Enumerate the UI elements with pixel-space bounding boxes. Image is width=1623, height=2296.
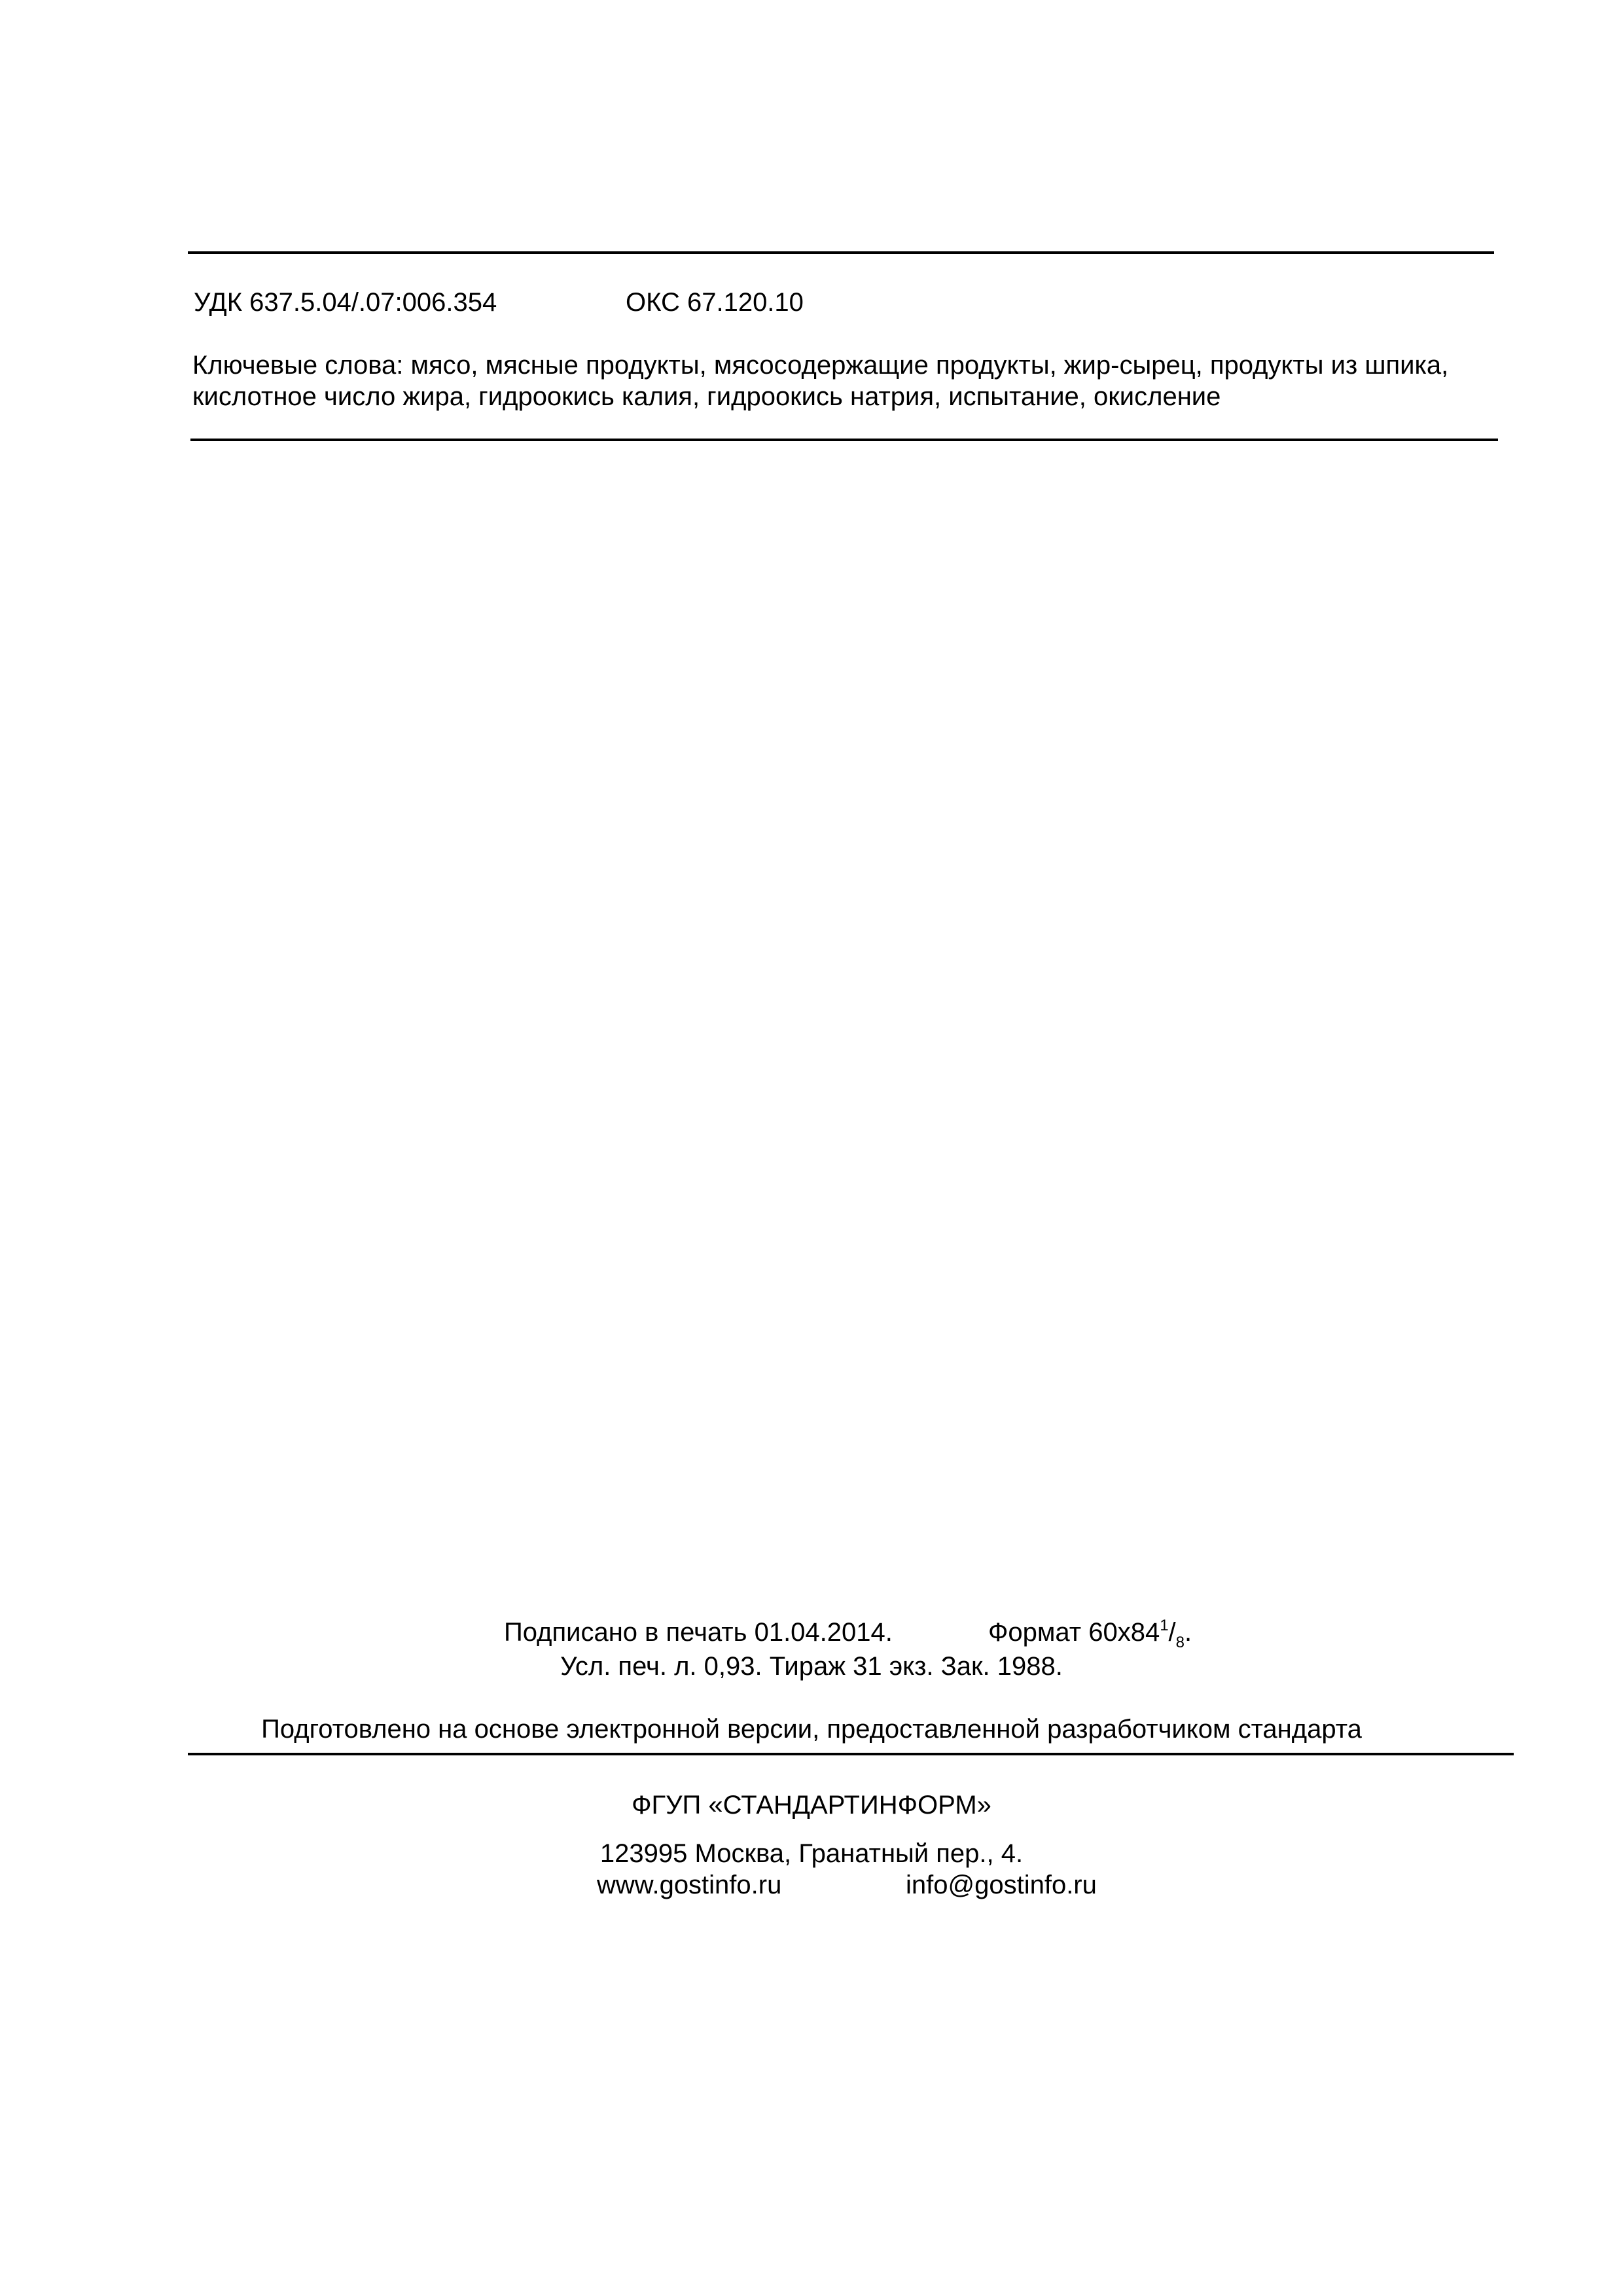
top-rule: [188, 251, 1494, 254]
udk-code: УДК 637.5.04/.07:006.354: [194, 288, 497, 317]
publisher-rule: [188, 1753, 1514, 1755]
publisher-website: www.gostinfo.ru: [597, 1871, 782, 1899]
format-denominator: 8: [1175, 1634, 1185, 1651]
print-details: Усл. печ. л. 0,93. Тираж 31 экз. Зак. 1988.: [560, 1652, 1063, 1681]
publisher-email: info@gostinfo.ru: [906, 1871, 1097, 1899]
publisher-name: ФГУП «СТАНДАРТИНФОРМ»: [632, 1791, 991, 1820]
publisher-address: 123995 Москва, Гранатный пер., 4.: [599, 1839, 1024, 1868]
format-end: .: [1185, 1618, 1192, 1647]
signed-for-print: Подписано в печать 01.04.2014.: [504, 1618, 893, 1647]
format-label: Формат 60х84: [988, 1618, 1160, 1647]
format-slash: /: [1168, 1618, 1176, 1647]
keywords-line-2: кислотное число жира, гидроокись калия, гидроокись натрия, испытание, окисление: [192, 382, 1221, 411]
format-numerator: 1: [1160, 1617, 1169, 1634]
paper-format: [988, 1617, 1192, 1651]
oks-code: ОКС 67.120.10: [626, 288, 804, 317]
keywords-rule: [190, 439, 1498, 441]
keywords-line-1: Ключевые слова: мясо, мясные продукты, мясосодержащие продукты, жир-сырец, продукты из шпика,: [192, 351, 1449, 380]
prepared-note: Подготовлено на основе электронной версии, предоставленной разработчиком стандарта: [261, 1715, 1362, 1744]
